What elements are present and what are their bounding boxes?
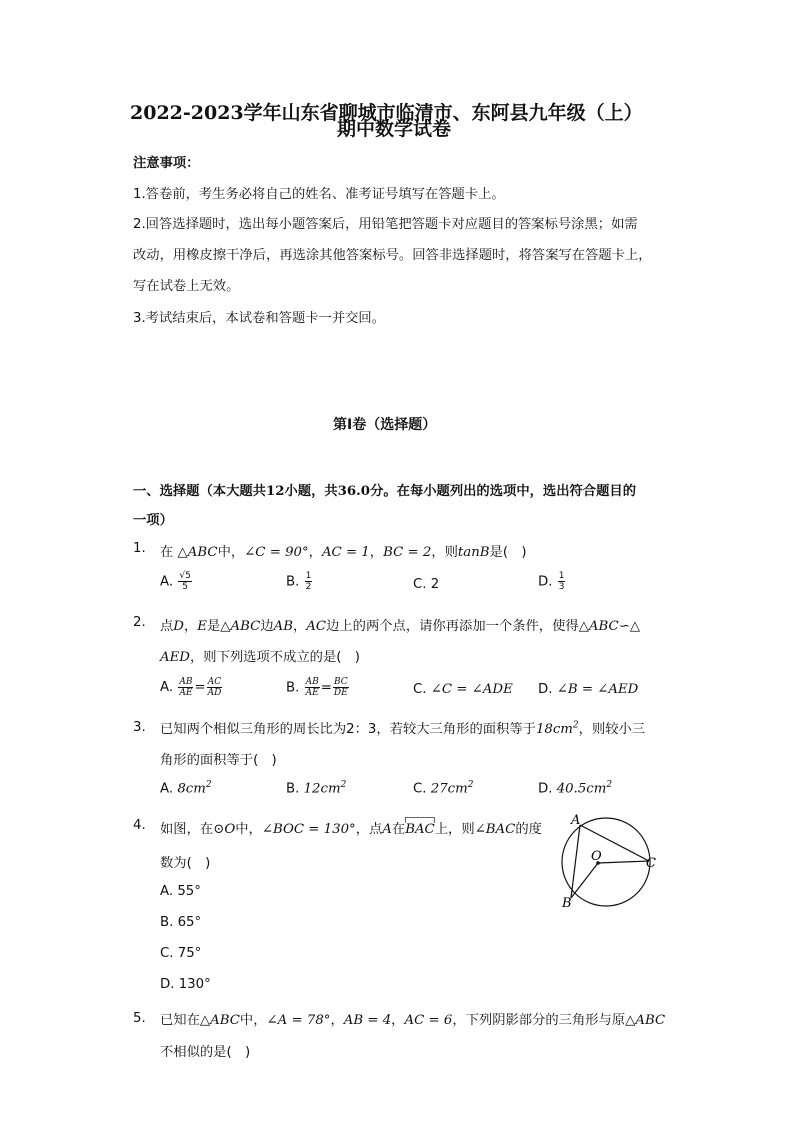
page-title-line1: 2022-2023学年山东省聊城市临清市、东阿县九年级（上） [130, 102, 643, 124]
question-1-stem [160, 541, 527, 560]
question-5-number: 5. [133, 1011, 146, 1026]
q2-option-b[interactable]: B. $\frac{AB}{AE}$ = $\frac{BC}{DE}$ [286, 677, 348, 698]
segment-oc [598, 861, 649, 863]
q1-ac: AC = 1 [321, 545, 370, 560]
label-c: C [646, 856, 656, 871]
question-3-number: 3. [133, 720, 146, 735]
part-heading [133, 480, 636, 499]
section-title: 第I卷（选择题） [333, 417, 437, 433]
question-1-number: 1. [133, 541, 146, 556]
question-4-stem-line2: 数为( ) [160, 856, 211, 871]
q1-abc: ABC [187, 545, 218, 560]
notes-item-1: 1.答卷前，考生务必将自己的姓名、准考证号填写在答题卡上。 [133, 187, 505, 202]
label-b: B [562, 896, 572, 911]
q3-option-c[interactable]: C. $27cm^2$ [413, 780, 474, 797]
arc-bac: BAC [405, 816, 435, 837]
q4-option-b[interactable]: B. 65° [160, 915, 202, 930]
q3-option-a[interactable]: A. $8cm^2$ [160, 780, 212, 797]
part-heading-b: 小题，共 [284, 484, 338, 499]
segment-ab [571, 825, 580, 898]
q1-sep1: ， [308, 545, 322, 560]
question-3-stem-line1: 已知两个相似三角形的周长比为2：3，若较大三角形的面积等于$18cm^2$，则较小三 [160, 720, 646, 737]
q1-option-d-label: D. [538, 574, 553, 590]
q1-option-b-fraction: $\frac{1}{2}$ [305, 571, 312, 592]
q1-option-c-value: 2 [430, 577, 440, 592]
part-heading-a: 一、选择题（本大题共 [133, 484, 266, 499]
page-title-line2: 期中数学试卷 [337, 118, 452, 140]
q1-option-b[interactable] [286, 571, 313, 592]
part-count: 12 [265, 484, 285, 499]
q2-option-d[interactable]: D. ∠B = ∠AED [538, 682, 639, 697]
q4-option-d[interactable]: D. 130° [160, 977, 211, 992]
q1-text-a: 在 [160, 545, 174, 560]
circle-diagram [552, 812, 662, 912]
q1-bc: BC = 2 [383, 545, 432, 560]
q4-option-c[interactable]: C. 75° [160, 946, 202, 961]
notes-item-2-cont: 改动，用橡皮擦干净后，再选涂其他答案标号。回答非选择题时，将答案写在答题卡上， [133, 248, 652, 263]
question-5-stem-line1: 已知在△ABC中，∠A = 78°，AB = 4，AC = 6，下列阴影部分的三角形与原△ABC [160, 1013, 666, 1028]
q1-option-a-label: A. [160, 574, 174, 590]
part-heading-line2: 一项） [133, 513, 173, 528]
notes-heading: 注意事项： [133, 156, 200, 171]
notes-item-2-end: 写在试卷上无效。 [133, 279, 240, 294]
q1-text-c: ，则 [431, 545, 458, 560]
q1-text-d: 是( ) [489, 545, 527, 560]
label-a: A [571, 813, 581, 828]
question-5-stem-line2: 不相似的是( ) [160, 1045, 251, 1060]
q3-option-d[interactable]: D. $40.5cm^2$ [538, 780, 613, 797]
question-4-number: 4. [133, 818, 146, 833]
label-o: O [591, 849, 602, 864]
question-2-stem-line1: 点D，E是△ABC边AB，AC边上的两个点，请你再添加一个条件，使得△ABC∽△ [160, 619, 641, 634]
q1-option-b-label: B. [286, 574, 300, 590]
q1-text-b: 中， [217, 545, 245, 560]
q1-option-c[interactable] [413, 577, 439, 592]
q1-option-c-label: C. [413, 577, 427, 592]
q1-option-a-fraction: $\frac{√5}{5}$ [179, 571, 191, 592]
part-score: 36.0 [337, 484, 371, 499]
question-3-stem-line2: 角形的面积等于( ) [160, 753, 277, 768]
q1-option-d[interactable] [538, 571, 566, 592]
question-2-stem-line2: AED，则下列选项不成立的是( ) [160, 650, 360, 665]
q1-sep2: ， [369, 545, 384, 560]
q1-tanb: tanB [457, 545, 490, 560]
q2-option-a[interactable]: A. $\frac{AB}{AE}$ = $\frac{AC}{AD}$ [160, 677, 222, 698]
notes-item-3: 3.考试结束后，本试卷和答题卡一并交回。 [133, 311, 386, 326]
q2-option-c[interactable]: C. ∠C = ∠ADE [413, 682, 513, 697]
part-heading-c: 分。在每小题列出的选项中，选出符合题目的 [370, 484, 636, 499]
q1-option-d-fraction: $\frac{1}{3}$ [558, 571, 565, 592]
q1-triangle-symbol: △ [177, 545, 188, 560]
q1-option-a[interactable] [160, 571, 193, 592]
question-4-stem-line1: 如图，在⊙O中，∠BOC = 130°，点A在BAC上，则∠BAC的度 [160, 816, 542, 837]
q4-option-a[interactable]: A. 55° [160, 884, 201, 899]
question-2-number: 2. [133, 615, 146, 630]
notes-item-2: 2.回答选择题时，选出每小题答案后，用铅笔把答题卡对应题目的答案标号涂黑；如需 [133, 217, 638, 232]
q1-angle-c: ∠C = 90° [244, 545, 309, 560]
q3-option-b[interactable]: B. $12cm^2$ [286, 780, 347, 797]
